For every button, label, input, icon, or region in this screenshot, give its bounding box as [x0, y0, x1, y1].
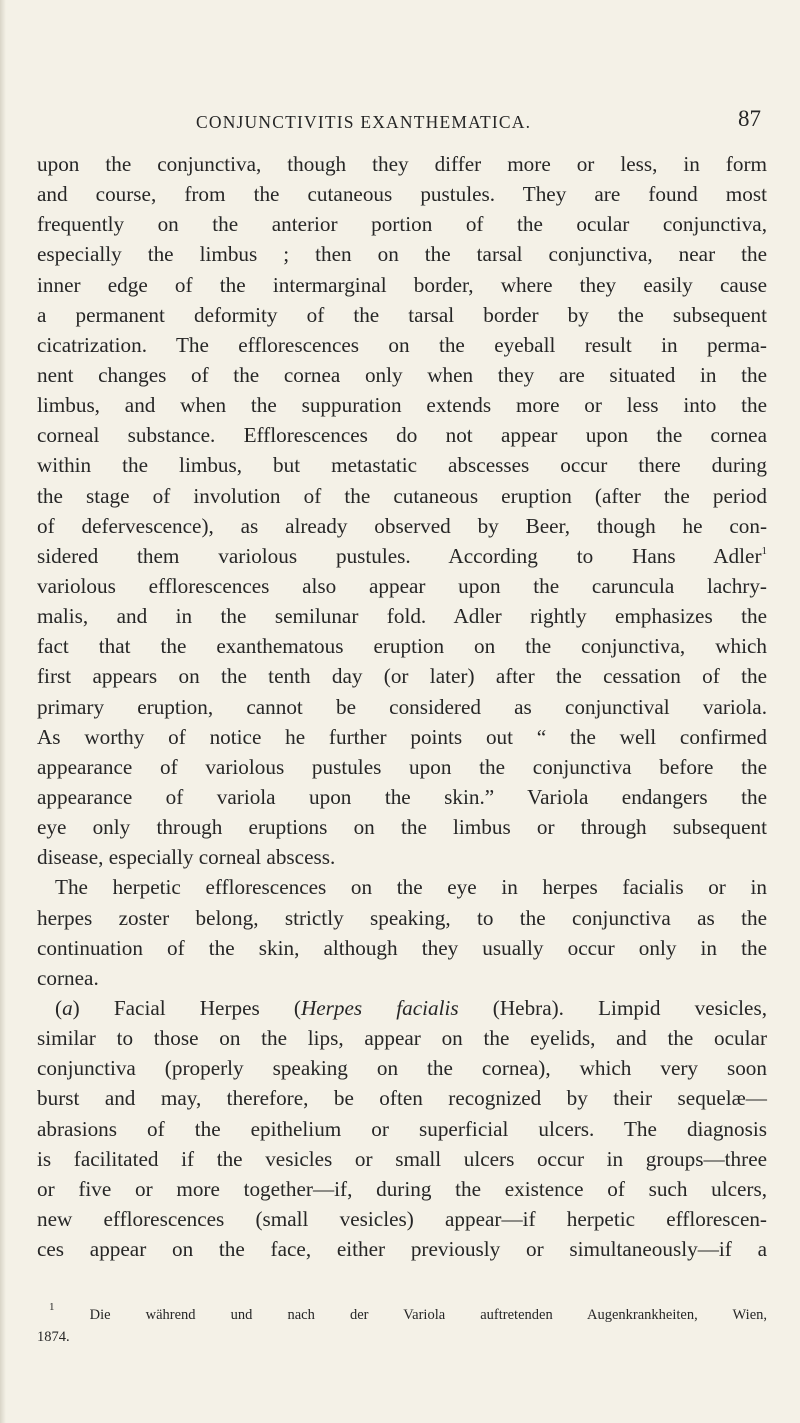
text-line: appearance of variolous pustules upon the conjunctiva before the: [37, 754, 767, 779]
footnote-line-year: 1874.: [37, 1329, 70, 1345]
text-line: limbus, and when the suppuration extends more or less into the: [37, 393, 767, 418]
text-line: corneal substance. Efflorescences do not appear upon the cornea: [37, 423, 767, 448]
text-line: inner edge of the intermarginal border, where they easily cause: [37, 272, 767, 297]
text-line: burst and may, therefore, be often recognized by their sequelæ—: [37, 1086, 767, 1111]
page-edge: [0, 0, 6, 1423]
text-line: frequently on the anterior portion of the ocular conjunctiva,: [37, 212, 767, 237]
text-line: conjunctiva (properly speaking on the cornea), which very soon: [37, 1056, 767, 1081]
text-line: the stage of involution of the cutaneous eruption (after the period: [37, 483, 767, 508]
text-line: ces appear on the face, either previously or simultaneously—if a: [37, 1237, 767, 1262]
text-segment: sidered them variolous pustules. According to Hans Adler: [37, 543, 762, 568]
footnote-text: Die während und nach der Variola auftretenden Augenkrankheiten, Wien,: [89, 1307, 767, 1323]
body-text: [37, 149, 767, 1264]
latin-term: Herpes facialis: [300, 995, 459, 1020]
text-line: primary eruption, cannot be considered as conjunctival variola.: [37, 694, 767, 719]
footnote-marker: 1: [49, 1301, 55, 1313]
text-line: similar to those on the lips, appear on the eyelids, and the ocular: [37, 1026, 767, 1051]
text-line: especially the limbus ; then on the tarsal conjunctiva, near the: [37, 242, 767, 267]
text-line-with-footnote-ref: [37, 541, 767, 571]
text-line: fact that the exanthematous eruption on the conjunctiva, which: [37, 634, 767, 659]
text-line: appearance of variola upon the skin.” Variola endangers the: [37, 784, 767, 809]
text-line: or five or more together—if, during the existence of such ulcers,: [37, 1176, 767, 1201]
running-title: CONJUNCTIVITIS EXANTHEMATICA.: [196, 112, 532, 132]
text-line: abrasions of the epithelium or superficial ulcers. The diagnosis: [37, 1116, 767, 1141]
footnote: [37, 1301, 767, 1348]
text-segment: ) Facial Herpes (: [72, 995, 301, 1020]
running-head: [0, 106, 800, 142]
text-line: new efflorescences (small vesicles) appear—if herpetic efflorescen-: [37, 1206, 767, 1231]
text-line: eye only through eruptions on the limbus or through subsequent: [37, 815, 767, 840]
text-line: cornea.: [37, 965, 99, 990]
text-line: herpes zoster belong, strictly speaking, to the conjunctiva as the: [37, 905, 767, 930]
footnote-line: [37, 1301, 767, 1326]
text-line: variolous efflorescences also appear upon the caruncula lachry-: [37, 573, 767, 598]
text-line: a permanent deformity of the tarsal border by the subsequent: [37, 302, 767, 327]
text-line: continuation of the skin, although they usually occur only in the: [37, 935, 767, 960]
text-line: malis, and in the semilunar fold. Adler rightly emphasizes the: [37, 604, 767, 629]
text-line: of defervescence), as already observed by Beer, though he con-: [37, 513, 767, 538]
text-line: As worthy of notice he further points out “ the well confirmed: [37, 724, 767, 749]
text-segment: (: [55, 995, 63, 1020]
facialis-paragraph-start: [37, 993, 767, 1023]
text-line: is facilitated if the vesicles or small ulcers occur in groups—three: [37, 1146, 767, 1171]
footnote-reference: 1: [761, 544, 767, 557]
text-line-paragraph-start: The herpetic efflorescences on the eye in herpes facialis or in: [55, 875, 767, 900]
text-line: cicatrization. The efflorescences on the eyeball result in perma-: [37, 332, 767, 357]
text-line: first appears on the tenth day (or later) after the cessation of the: [37, 664, 767, 689]
text-line: disease, especially corneal abscess.: [37, 845, 336, 870]
item-label: a: [62, 995, 73, 1020]
text-line: within the limbus, but metastatic abscesses occur there during: [37, 453, 767, 478]
text-segment: (Hebra). Limpid vesicles,: [458, 995, 767, 1020]
text-line: upon the conjunctiva, though they differ more or less, in form: [37, 152, 767, 176]
text-line: and course, from the cutaneous pustules. They are found most: [37, 182, 767, 207]
text-line: nent changes of the cornea only when they are situated in the: [37, 362, 767, 387]
page-number: 87: [738, 106, 761, 131]
